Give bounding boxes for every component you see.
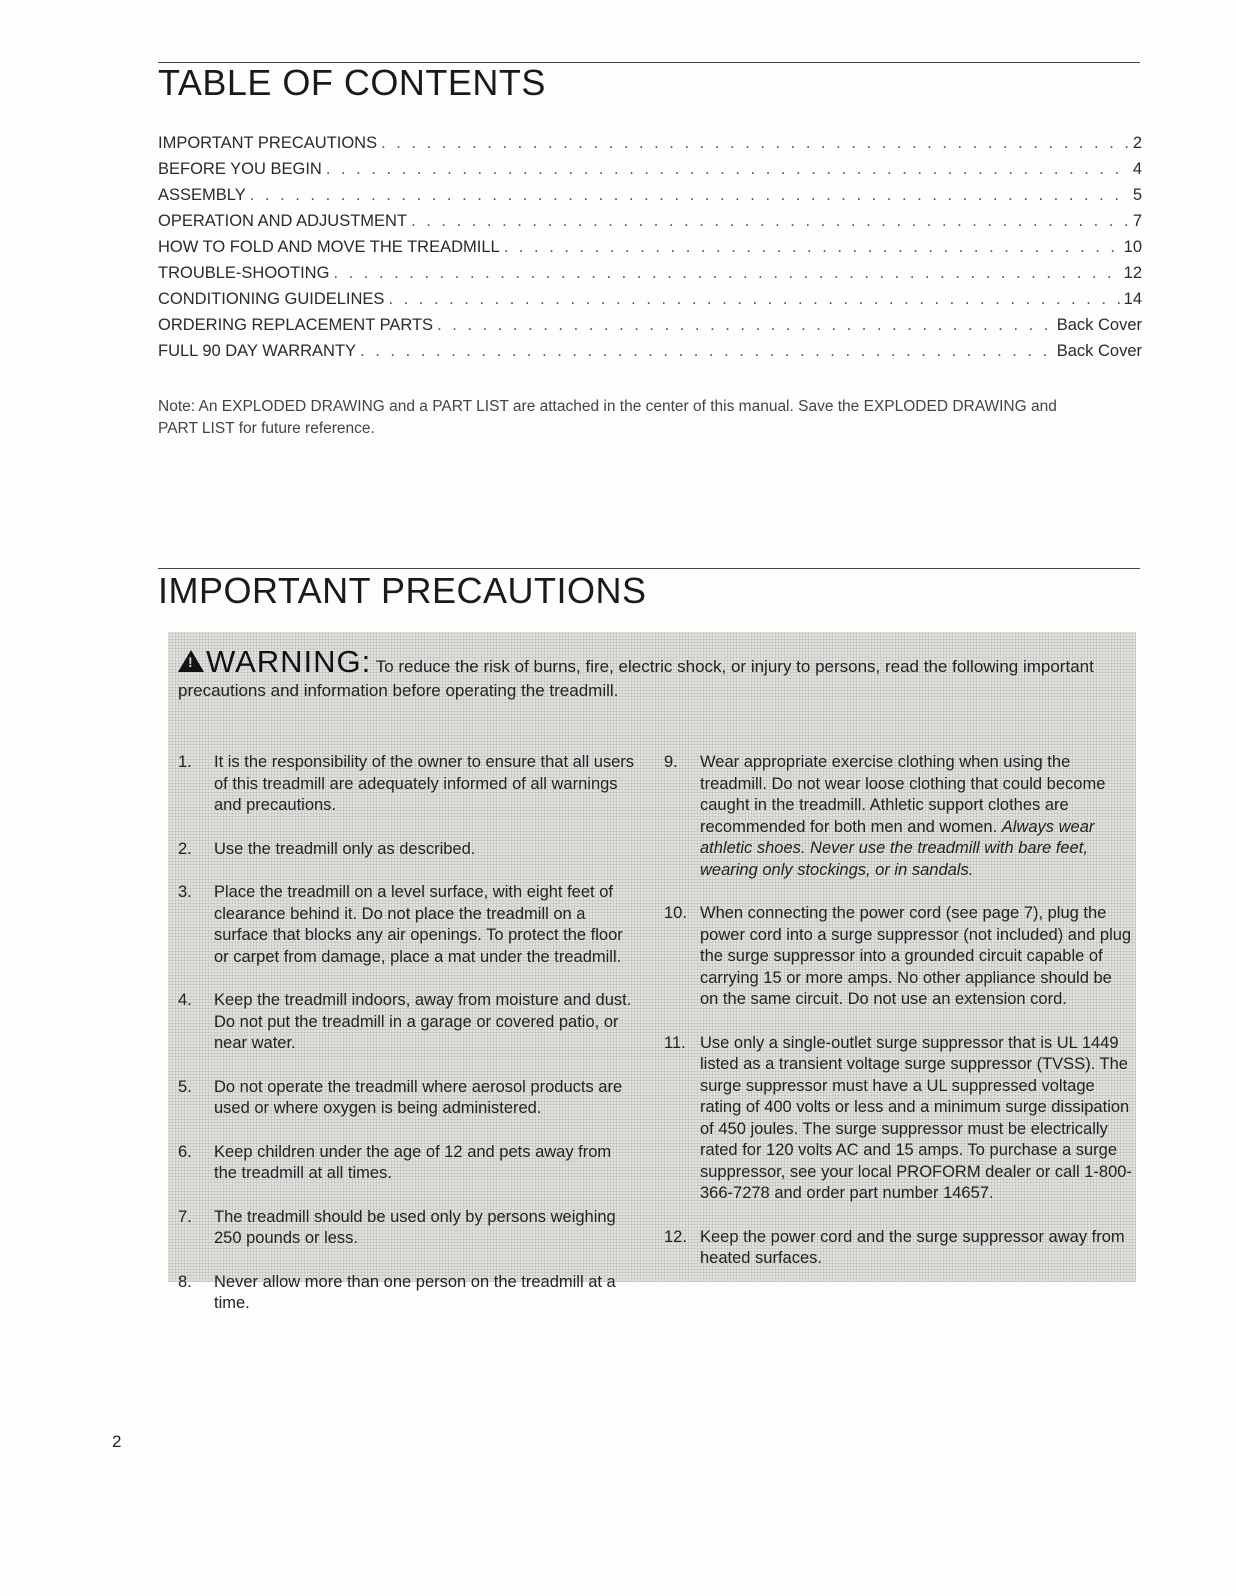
precaution-item xyxy=(664,1033,1134,1205)
item-number: 8. xyxy=(178,1272,192,1291)
precautions-left-column xyxy=(178,752,638,1315)
item-number: 6. xyxy=(178,1142,192,1161)
toc-entry xyxy=(158,260,1142,286)
toc-entry-label: IMPORTANT PRECAUTIONS xyxy=(158,134,378,152)
toc-leader-dots xyxy=(333,260,1119,286)
toc-entry-label: ORDERING REPLACEMENT PARTS xyxy=(158,316,434,334)
precaution-item xyxy=(178,1077,638,1120)
toc-entry-label: TROUBLE-SHOOTING xyxy=(158,264,330,282)
toc-entry-page: Back Cover xyxy=(1056,342,1142,360)
item-number: 9. xyxy=(664,753,678,771)
precaution-item xyxy=(664,752,1134,881)
item-text: Wear appropriate exercise clothing when using the treadmill. Do not wear loose clothing that could become caught in the treadmill. Athletic support clothes are recommended for both men and women. xyxy=(700,753,1106,836)
toc-entry-label: HOW TO FOLD AND MOVE THE TREADMILL xyxy=(158,238,500,256)
precaution-item xyxy=(178,839,638,861)
toc-entry xyxy=(158,182,1142,208)
toc-entry xyxy=(158,234,1142,260)
toc-leader-dots xyxy=(504,234,1120,260)
toc-entry xyxy=(158,130,1142,156)
item-text-italic: Always wear athletic shoes. Never use the treadmill with bare feet, wearing only stockings, or in sandals. xyxy=(700,817,1095,879)
toc-entry-page: 4 xyxy=(1132,160,1142,178)
toc-entry-page: 2 xyxy=(1132,134,1142,152)
toc-leader-dots xyxy=(437,312,1053,338)
toc-entry xyxy=(158,312,1142,338)
toc-entry-page: 12 xyxy=(1123,264,1142,282)
item-number: 7. xyxy=(178,1207,192,1226)
toc-entry-label: OPERATION AND ADJUSTMENT xyxy=(158,212,408,230)
precaution-item xyxy=(178,1207,638,1250)
toc-note: Note: An EXPLODED DRAWING and a PART LIST are attached in the center of this manual. Save the EXPLODED DRAWING and PART LIST for future reference. xyxy=(158,397,1057,437)
toc-entry-label: CONDITIONING GUIDELINES xyxy=(158,290,385,308)
item-text: Use only a single-outlet surge suppressor that is UL 1449 listed as a transient voltage surge suppressor (TVSS). The surge suppressor must have a UL suppressed voltage rating of 400 volts or less and a minimum surge dissipation of 450 joules. The surge suppressor must be electrically rated for 120 volts AC and 15 amps. To purchase a surge suppressor, see your local PROFORM dealer or call 1-800-366-7278 and order part number 14657. xyxy=(700,1033,1132,1202)
page-number: 2 xyxy=(112,1432,122,1451)
toc-entry-label: BEFORE YOU BEGIN xyxy=(158,160,322,178)
table-of-contents xyxy=(158,130,1142,364)
precaution-item xyxy=(178,1142,638,1185)
toc-entry-label: ASSEMBLY xyxy=(158,186,246,204)
toc-entry-page: 7 xyxy=(1132,212,1142,230)
toc-entry xyxy=(158,156,1142,182)
item-text: Never allow more than one person on the treadmill at a time. xyxy=(214,1272,616,1312)
toc-entry-page: 10 xyxy=(1123,238,1142,256)
toc-entry-page: 14 xyxy=(1123,290,1142,308)
warning-triangle-icon xyxy=(178,650,204,672)
toc-leader-dots xyxy=(381,130,1129,156)
toc-entry xyxy=(158,286,1142,312)
item-text: The treadmill should be used only by persons weighing 250 pounds or less. xyxy=(214,1207,616,1247)
precaution-item xyxy=(178,882,638,968)
warning-word: WARNING: xyxy=(206,644,372,679)
toc-leader-dots xyxy=(250,182,1129,208)
warning-banner xyxy=(178,644,1128,703)
item-number: 12. xyxy=(664,1227,687,1246)
warning-text: To reduce the risk of burns, fire, electric shock, or injury to persons, read the following important precautions and information before operating the treadmill. xyxy=(178,657,1094,700)
item-number: 2. xyxy=(178,839,192,858)
precautions-right-column xyxy=(664,752,1134,1270)
precautions-title: IMPORTANT PRECAUTIONS xyxy=(158,570,647,611)
precaution-item xyxy=(664,1227,1134,1270)
item-text: Use the treadmill only as described. xyxy=(214,839,476,858)
item-text: When connecting the power cord (see page 7), plug the power cord into a surge suppressor (not included) and plug the surge suppressor into a grounded circuit capable of carrying 15 or more amps. No other appliance should be on the same circuit. Do not use an extension cord. xyxy=(700,904,1132,1008)
toc-leader-dots xyxy=(388,286,1119,312)
toc-entry-page: 5 xyxy=(1132,186,1142,204)
item-text: Do not operate the treadmill where aerosol products are used or where oxygen is being administered. xyxy=(214,1077,623,1117)
toc-leader-dots xyxy=(326,156,1129,182)
item-number: 11. xyxy=(664,1033,686,1052)
precaution-item xyxy=(178,1272,638,1315)
precaution-item xyxy=(664,903,1134,1011)
toc-leader-dots xyxy=(360,338,1053,364)
item-number: 1. xyxy=(178,753,192,771)
toc-entry-label: FULL 90 DAY WARRANTY xyxy=(158,342,357,360)
item-text: Place the treadmill on a level surface, with eight feet of clearance behind it. Do not place the treadmill on a surface that blocks any air openings. To protect the floor or carpet from damage, place a mat under the treadmill. xyxy=(214,883,623,966)
toc-leader-dots xyxy=(411,208,1129,234)
toc-entry xyxy=(158,338,1142,364)
item-text: Keep children under the age of 12 and pets away from the treadmill at all times. xyxy=(214,1142,612,1182)
item-number: 3. xyxy=(178,883,192,901)
item-text: It is the responsibility of the owner to ensure that all users of this treadmill are adequately informed of all warnings and precautions. xyxy=(214,753,635,814)
item-number: 4. xyxy=(178,991,192,1009)
section-rule xyxy=(158,568,1140,569)
toc-entry xyxy=(158,208,1142,234)
item-text: Keep the treadmill indoors, away from moisture and dust. Do not put the treadmill in a garage or covered patio, or near water. xyxy=(214,991,632,1052)
toc-title: TABLE OF CONTENTS xyxy=(158,62,546,103)
precaution-item xyxy=(178,990,638,1055)
toc-entry-page: Back Cover xyxy=(1056,316,1142,334)
item-number: 10. xyxy=(664,904,687,922)
item-number: 5. xyxy=(178,1077,192,1096)
precaution-item xyxy=(178,752,638,817)
item-text: Keep the power cord and the surge suppressor away from heated surfaces. xyxy=(700,1227,1125,1267)
